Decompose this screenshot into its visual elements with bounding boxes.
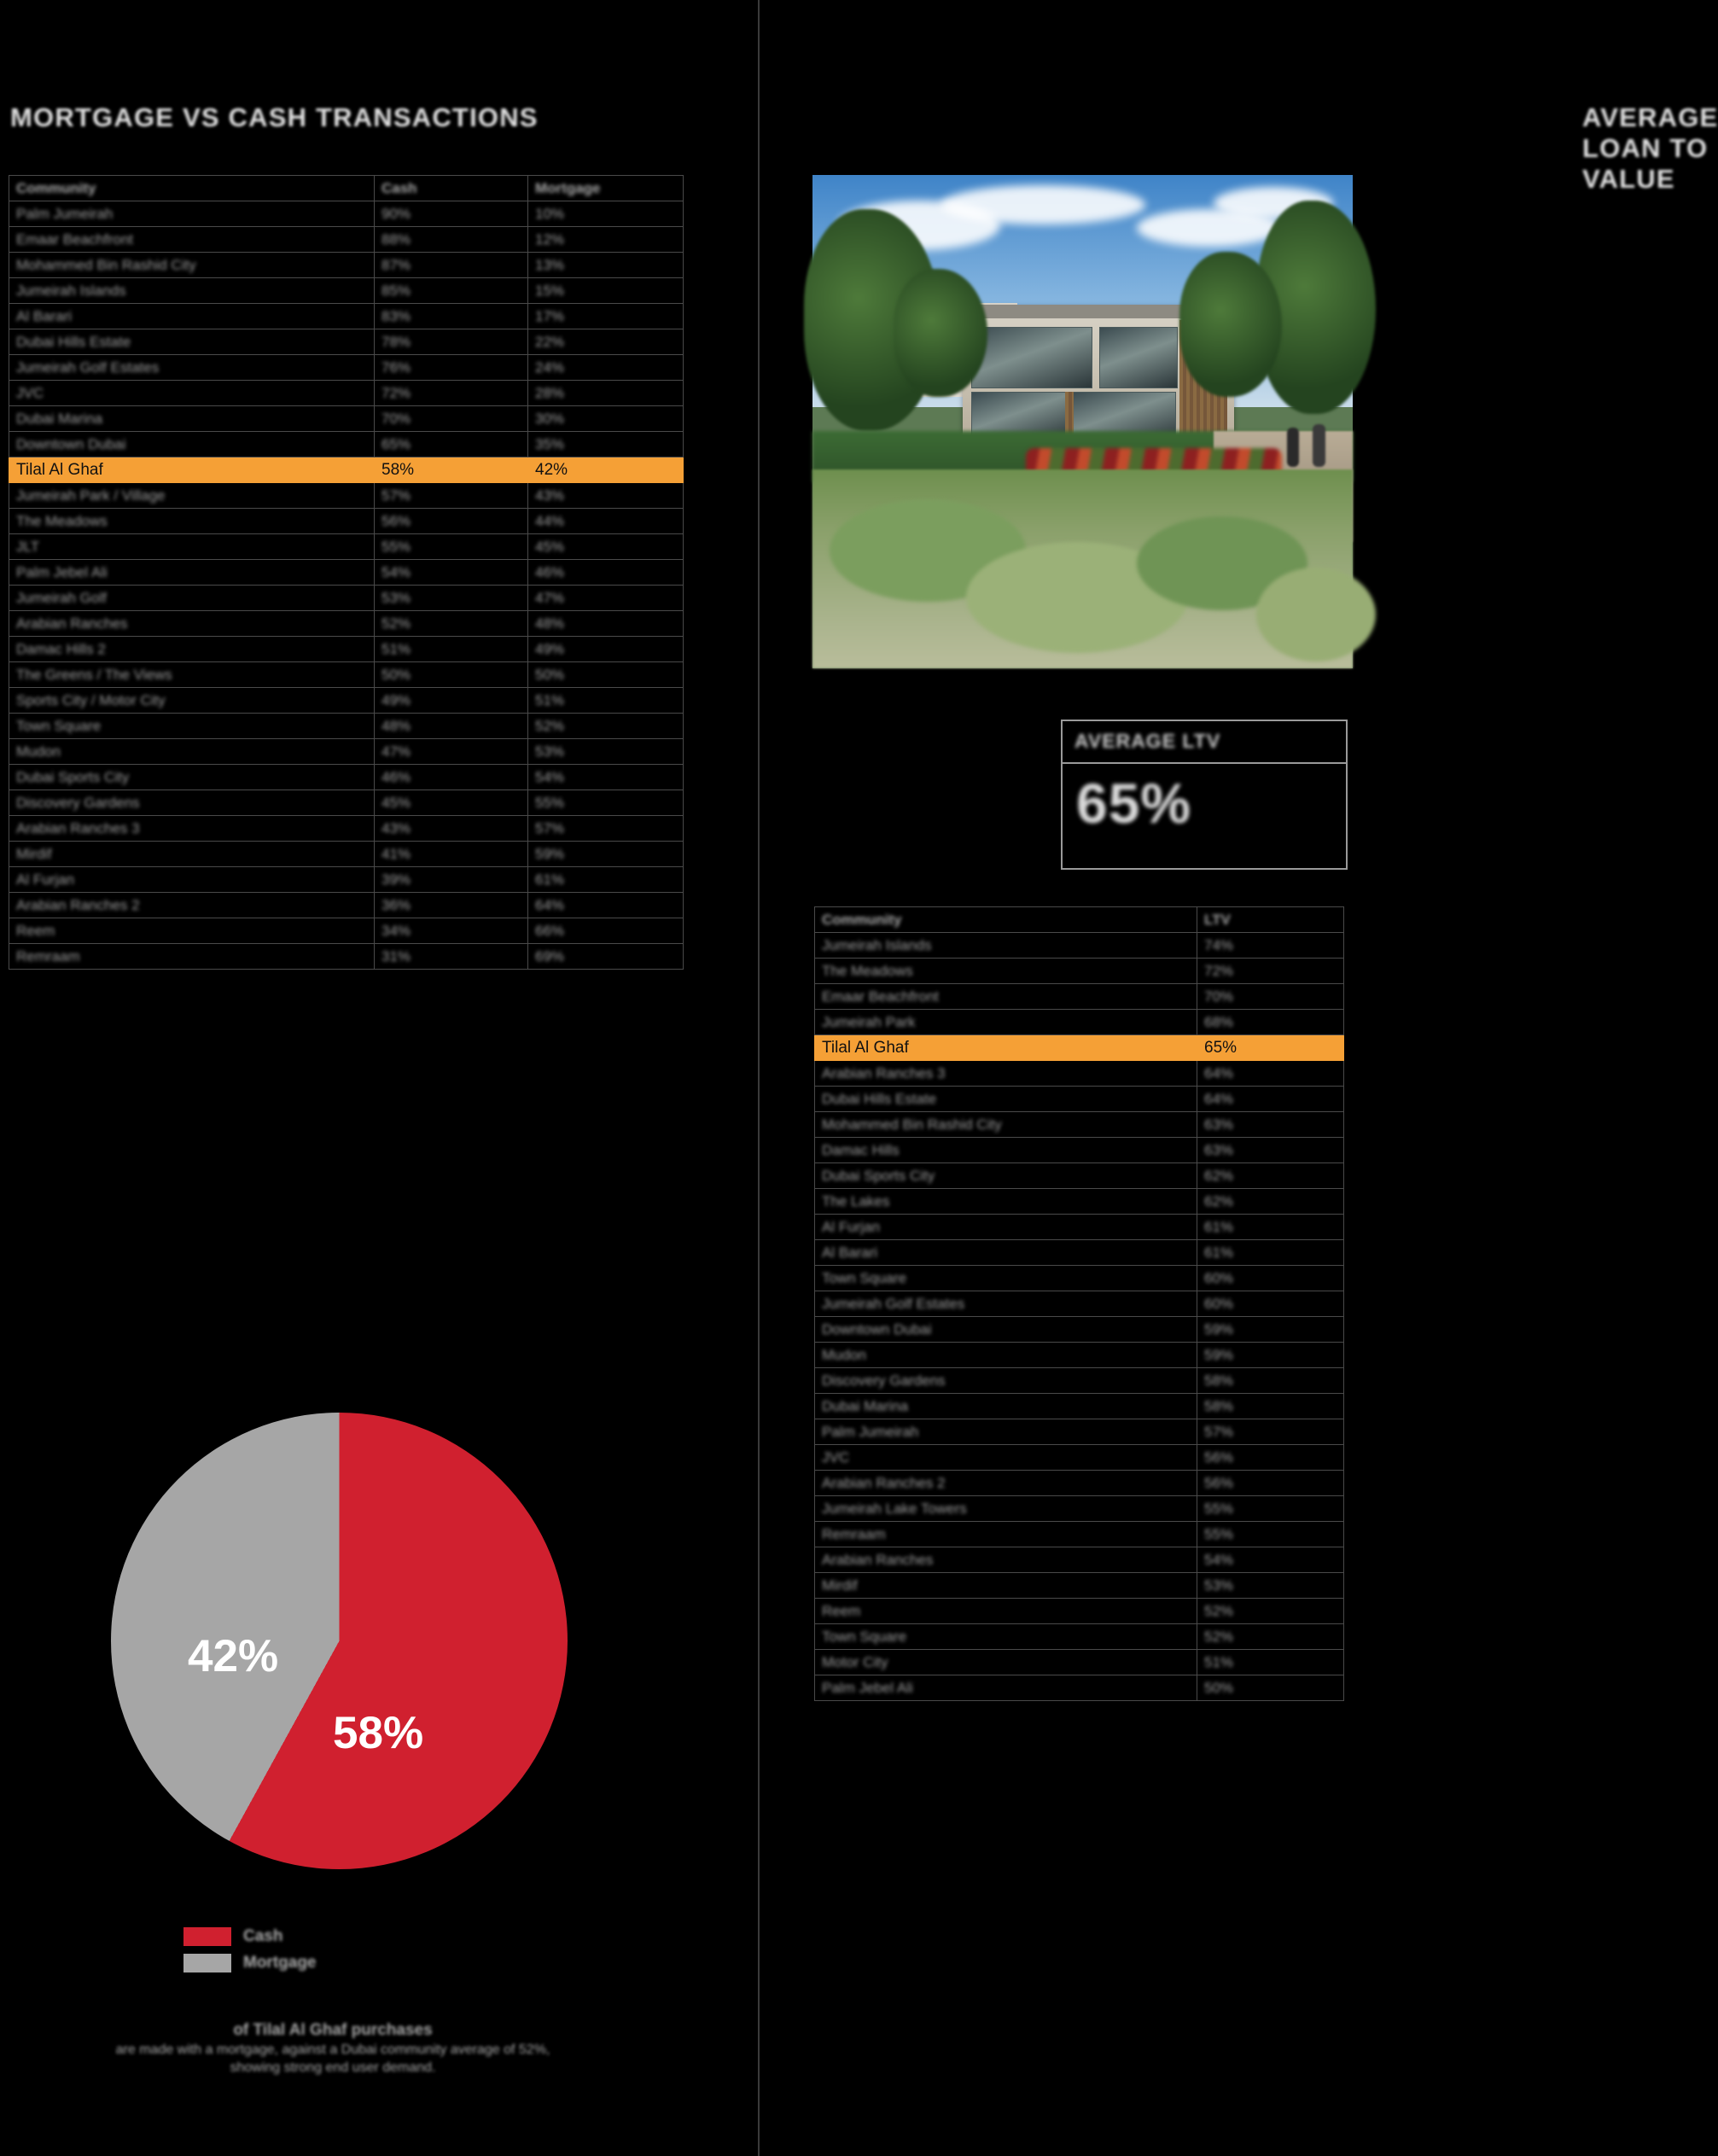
table-cell: 55% — [375, 534, 528, 560]
pie-footnote-title: of Tilal Al Ghaf purchases — [233, 2021, 433, 2039]
table-row — [815, 1112, 1344, 1138]
table-cell: 65% — [1197, 1035, 1344, 1061]
table-row — [815, 1087, 1344, 1112]
table-cell: 49% — [528, 637, 684, 662]
table-row — [9, 278, 684, 304]
table-cell: Palm Jebel Ali — [9, 560, 375, 586]
table-cell: 41% — [375, 842, 528, 867]
table-row — [9, 765, 684, 790]
table-cell: Jumeirah Golf Estates — [815, 1291, 1197, 1317]
table-header-row — [815, 907, 1344, 933]
table-cell: Mudon — [815, 1343, 1197, 1368]
table-row — [9, 637, 684, 662]
table-row — [815, 1547, 1344, 1573]
table-cell: Palm Jumeirah — [9, 201, 375, 227]
table-cell: 28% — [528, 381, 684, 406]
mortgage-pie-chart — [94, 1413, 572, 1891]
table-row — [815, 1138, 1344, 1163]
table-row — [815, 1061, 1344, 1087]
table-row — [815, 1599, 1344, 1624]
table-cell: Town Square — [815, 1624, 1197, 1650]
table-row — [815, 1291, 1344, 1317]
table-cell: 63% — [1197, 1138, 1344, 1163]
table-cell: 43% — [528, 483, 684, 509]
table-row — [815, 1368, 1344, 1394]
table-cell: Mirdif — [9, 842, 375, 867]
table-cell: 47% — [375, 739, 528, 765]
table-row — [815, 933, 1344, 959]
table-cell: 59% — [528, 842, 684, 867]
person — [1287, 428, 1299, 467]
table-cell: 59% — [1197, 1317, 1344, 1343]
table-row-highlighted — [9, 457, 684, 483]
table-cell: Dubai Hills Estate — [815, 1087, 1197, 1112]
table-row — [9, 842, 684, 867]
table-cell: 78% — [375, 329, 528, 355]
table-cell: 15% — [528, 278, 684, 304]
table-cell: 90% — [375, 201, 528, 227]
table-row — [815, 1189, 1344, 1215]
table-row — [9, 790, 684, 816]
table-cell: 43% — [375, 816, 528, 842]
table-cell: Dubai Marina — [815, 1394, 1197, 1419]
table-cell: Damac Hills 2 — [9, 637, 375, 662]
table-cell: 17% — [528, 304, 684, 329]
table-row — [9, 534, 684, 560]
table-cell: 56% — [1197, 1445, 1344, 1471]
table-cell: Discovery Gardens — [9, 790, 375, 816]
table-cell: 48% — [528, 611, 684, 637]
table-cell: 13% — [528, 253, 684, 278]
table-cell: 55% — [528, 790, 684, 816]
table-cell: 72% — [1197, 959, 1344, 984]
table-row — [9, 304, 684, 329]
table-row — [815, 984, 1344, 1010]
table-cell: 53% — [528, 739, 684, 765]
table-row — [9, 253, 684, 278]
table-header-cell: LTV — [1197, 907, 1344, 933]
table-cell: Tilal Al Ghaf — [815, 1035, 1197, 1061]
table-row-highlighted — [815, 1035, 1344, 1061]
table-cell: 55% — [1197, 1522, 1344, 1547]
table-row — [815, 1240, 1344, 1266]
table-cell: 58% — [375, 457, 528, 483]
table-cell: 57% — [528, 816, 684, 842]
table-cell: Damac Hills — [815, 1138, 1197, 1163]
table-cell: Jumeirah Golf Estates — [9, 355, 375, 381]
table-cell: 53% — [375, 586, 528, 611]
table-cell: 56% — [1197, 1471, 1344, 1496]
table-cell: 50% — [528, 662, 684, 688]
table-cell: 70% — [1197, 984, 1344, 1010]
table-cell: 55% — [1197, 1496, 1344, 1522]
table-row — [9, 611, 684, 637]
table-row — [9, 918, 684, 944]
table-cell: 46% — [375, 765, 528, 790]
table-row — [9, 381, 684, 406]
table-cell: The Meadows — [815, 959, 1197, 984]
table-cell: 56% — [375, 509, 528, 534]
person — [1313, 424, 1325, 467]
table-cell: 60% — [1197, 1266, 1344, 1291]
left-panel-title: MORTGAGE VS CASH TRANSACTIONS — [10, 102, 539, 132]
table-cell: Jumeirah Islands — [9, 278, 375, 304]
table-cell: 66% — [528, 918, 684, 944]
legend-swatch-mortgage — [183, 1954, 231, 1972]
table-cell: 52% — [528, 714, 684, 739]
table-cell: 34% — [375, 918, 528, 944]
table-cell: 50% — [375, 662, 528, 688]
table-cell: 65% — [375, 432, 528, 457]
table-cell: 35% — [528, 432, 684, 457]
table-cell: 54% — [1197, 1547, 1344, 1573]
legend-label-mortgage: Mortgage — [243, 1954, 317, 1972]
table-row — [815, 1010, 1344, 1035]
table-row — [815, 1496, 1344, 1522]
table-cell: 51% — [528, 688, 684, 714]
villa-window — [971, 327, 1092, 388]
table-row — [815, 1266, 1344, 1291]
table-cell: Jumeirah Park — [815, 1010, 1197, 1035]
table-cell: Sports City / Motor City — [9, 688, 375, 714]
table-cell: 10% — [528, 201, 684, 227]
table-cell: 54% — [528, 765, 684, 790]
cloud — [941, 185, 1145, 224]
table-row — [9, 739, 684, 765]
average-ltv-kpi — [1061, 720, 1348, 870]
table-cell: Jumeirah Lake Towers — [815, 1496, 1197, 1522]
table-cell: 52% — [1197, 1599, 1344, 1624]
table-row — [815, 1215, 1344, 1240]
table-cell: 58% — [1197, 1394, 1344, 1419]
villa-render-photo — [812, 175, 1353, 668]
table-row — [9, 867, 684, 893]
table-cell: 52% — [1197, 1624, 1344, 1650]
table-cell: 87% — [375, 253, 528, 278]
left-panel — [0, 0, 758, 2156]
table-cell: Reem — [9, 918, 375, 944]
average-ltv-table — [814, 906, 1344, 1701]
table-cell: Al Furjan — [815, 1215, 1197, 1240]
table-cell: 50% — [1197, 1675, 1344, 1701]
table-cell: Town Square — [815, 1266, 1197, 1291]
table-cell: Downtown Dubai — [9, 432, 375, 457]
table-row — [815, 1650, 1344, 1675]
table-cell: 70% — [375, 406, 528, 432]
pie-slices — [111, 1413, 568, 1869]
villa-window — [1099, 327, 1178, 388]
table-cell: Emaar Beachfront — [9, 227, 375, 253]
table-header-cell: Community — [815, 907, 1197, 933]
table-cell: The Meadows — [9, 509, 375, 534]
table-cell: 45% — [375, 790, 528, 816]
table-cell: 85% — [375, 278, 528, 304]
table-cell: 31% — [375, 944, 528, 970]
table-cell: 12% — [528, 227, 684, 253]
pie-footnote — [102, 2021, 563, 2077]
pie-label-cash: 58% — [333, 1708, 424, 1758]
table-row — [815, 1163, 1344, 1189]
table-row — [9, 662, 684, 688]
right-panel-title: AVERAGE LOAN TO VALUE — [1582, 102, 1718, 194]
table-cell: Downtown Dubai — [815, 1317, 1197, 1343]
table-cell: The Greens / The Views — [9, 662, 375, 688]
table-cell: Remraam — [815, 1522, 1197, 1547]
table-header-cell: Cash — [375, 176, 528, 201]
table-cell: 61% — [1197, 1240, 1344, 1266]
table-cell: Arabian Ranches 2 — [9, 893, 375, 918]
table-row — [815, 1471, 1344, 1496]
table-cell: 60% — [1197, 1291, 1344, 1317]
table-row — [9, 816, 684, 842]
table-cell: 68% — [1197, 1010, 1344, 1035]
table-cell: Mudon — [9, 739, 375, 765]
kpi-divider — [1063, 762, 1346, 764]
table-cell: 51% — [1197, 1650, 1344, 1675]
table-cell: 58% — [1197, 1368, 1344, 1394]
table-cell: 36% — [375, 893, 528, 918]
table-row — [815, 1419, 1344, 1445]
table-row — [9, 227, 684, 253]
tree — [894, 269, 987, 397]
table-cell: 62% — [1197, 1163, 1344, 1189]
table-cell: 74% — [1197, 933, 1344, 959]
table-cell: Arabian Ranches 2 — [815, 1471, 1197, 1496]
table-cell: 61% — [1197, 1215, 1344, 1240]
table-row — [815, 1675, 1344, 1701]
table-row — [815, 1624, 1344, 1650]
table-row — [9, 329, 684, 355]
table-cell: 64% — [1197, 1087, 1344, 1112]
table-cell: 59% — [1197, 1343, 1344, 1368]
table-cell: 62% — [1197, 1189, 1344, 1215]
table-cell: Jumeirah Park / Village — [9, 483, 375, 509]
table-cell: 63% — [1197, 1112, 1344, 1138]
table-row — [9, 714, 684, 739]
table-cell: 30% — [528, 406, 684, 432]
table-cell: Dubai Hills Estate — [9, 329, 375, 355]
table-row — [9, 509, 684, 534]
table-cell: Emaar Beachfront — [815, 984, 1197, 1010]
table-cell: 47% — [528, 586, 684, 611]
legend-item-mortgage — [183, 1954, 491, 1972]
table-cell: 39% — [375, 867, 528, 893]
table-cell: 46% — [528, 560, 684, 586]
table-cell: Palm Jebel Ali — [815, 1675, 1197, 1701]
table-cell: 22% — [528, 329, 684, 355]
table-row — [9, 201, 684, 227]
table-cell: 48% — [375, 714, 528, 739]
table-cell: 52% — [375, 611, 528, 637]
table-cell: 83% — [375, 304, 528, 329]
legend-item-cash — [183, 1927, 491, 1946]
table-cell: 69% — [528, 944, 684, 970]
table-cell: JVC — [9, 381, 375, 406]
table-row — [815, 1394, 1344, 1419]
pie-label-mortgage: 42% — [188, 1631, 279, 1681]
kpi-value: 65% — [1076, 772, 1192, 835]
table-cell: 54% — [375, 560, 528, 586]
table-header-cell: Mortgage — [528, 176, 684, 201]
table-row — [9, 688, 684, 714]
table-cell: 64% — [1197, 1061, 1344, 1087]
table-row — [9, 944, 684, 970]
table-header-cell: Community — [9, 176, 375, 201]
tree — [1179, 252, 1282, 397]
table-cell: Mohammed Bin Rashid City — [815, 1112, 1197, 1138]
bush — [1256, 568, 1376, 661]
table-cell: Mirdif — [815, 1573, 1197, 1599]
table-cell: 61% — [528, 867, 684, 893]
kpi-label: AVERAGE LTV — [1074, 730, 1221, 752]
legend-swatch-cash — [183, 1927, 231, 1946]
table-cell: 42% — [528, 457, 684, 483]
table-row — [815, 1317, 1344, 1343]
table-cell: Arabian Ranches — [815, 1547, 1197, 1573]
table-cell: 57% — [1197, 1419, 1344, 1445]
table-cell: Jumeirah Islands — [815, 933, 1197, 959]
table-cell: Town Square — [9, 714, 375, 739]
table-row — [9, 406, 684, 432]
table-row — [9, 483, 684, 509]
mortgage-vs-cash-table — [9, 175, 684, 970]
table-cell: Reem — [815, 1599, 1197, 1624]
table-row — [815, 1343, 1344, 1368]
table-cell: Arabian Ranches 3 — [815, 1061, 1197, 1087]
table-cell: Arabian Ranches 3 — [9, 816, 375, 842]
table-cell: 51% — [375, 637, 528, 662]
table-cell: 44% — [528, 509, 684, 534]
table-cell: Mohammed Bin Rashid City — [9, 253, 375, 278]
table-cell: Al Furjan — [9, 867, 375, 893]
table-row — [815, 1522, 1344, 1547]
table-cell: JVC — [815, 1445, 1197, 1471]
table-cell: 57% — [375, 483, 528, 509]
table-cell: Remraam — [9, 944, 375, 970]
table-row — [9, 893, 684, 918]
table-cell: 88% — [375, 227, 528, 253]
table-row — [9, 355, 684, 381]
table-cell: 45% — [528, 534, 684, 560]
table-header-row — [9, 176, 684, 201]
table-cell: Dubai Sports City — [9, 765, 375, 790]
table-row — [9, 432, 684, 457]
table-cell: 72% — [375, 381, 528, 406]
table-cell: 53% — [1197, 1573, 1344, 1599]
table-cell: Al Barari — [815, 1240, 1197, 1266]
table-row — [815, 1445, 1344, 1471]
table-row — [9, 560, 684, 586]
table-row — [815, 1573, 1344, 1599]
legend-label-cash: Cash — [243, 1927, 283, 1945]
table-cell: Dubai Sports City — [815, 1163, 1197, 1189]
table-cell: Motor City — [815, 1650, 1197, 1675]
table-cell: JLT — [9, 534, 375, 560]
table-cell: 64% — [528, 893, 684, 918]
pie-footnote-body: are made with a mortgage, against a Dubai community average of 52%, showing strong end user demand. — [115, 2042, 550, 2075]
table-cell: Jumeirah Golf — [9, 586, 375, 611]
table-row — [815, 959, 1344, 984]
table-cell: Tilal Al Ghaf — [9, 457, 375, 483]
table-cell: Dubai Marina — [9, 406, 375, 432]
table-cell: Arabian Ranches — [9, 611, 375, 637]
table-cell: Palm Jumeirah — [815, 1419, 1197, 1445]
table-cell: 49% — [375, 688, 528, 714]
table-cell: The Lakes — [815, 1189, 1197, 1215]
pie-legend — [183, 1927, 491, 1980]
table-row — [9, 586, 684, 611]
table-cell: Al Barari — [9, 304, 375, 329]
table-cell: 76% — [375, 355, 528, 381]
table-cell: 24% — [528, 355, 684, 381]
table-cell: Discovery Gardens — [815, 1368, 1197, 1394]
